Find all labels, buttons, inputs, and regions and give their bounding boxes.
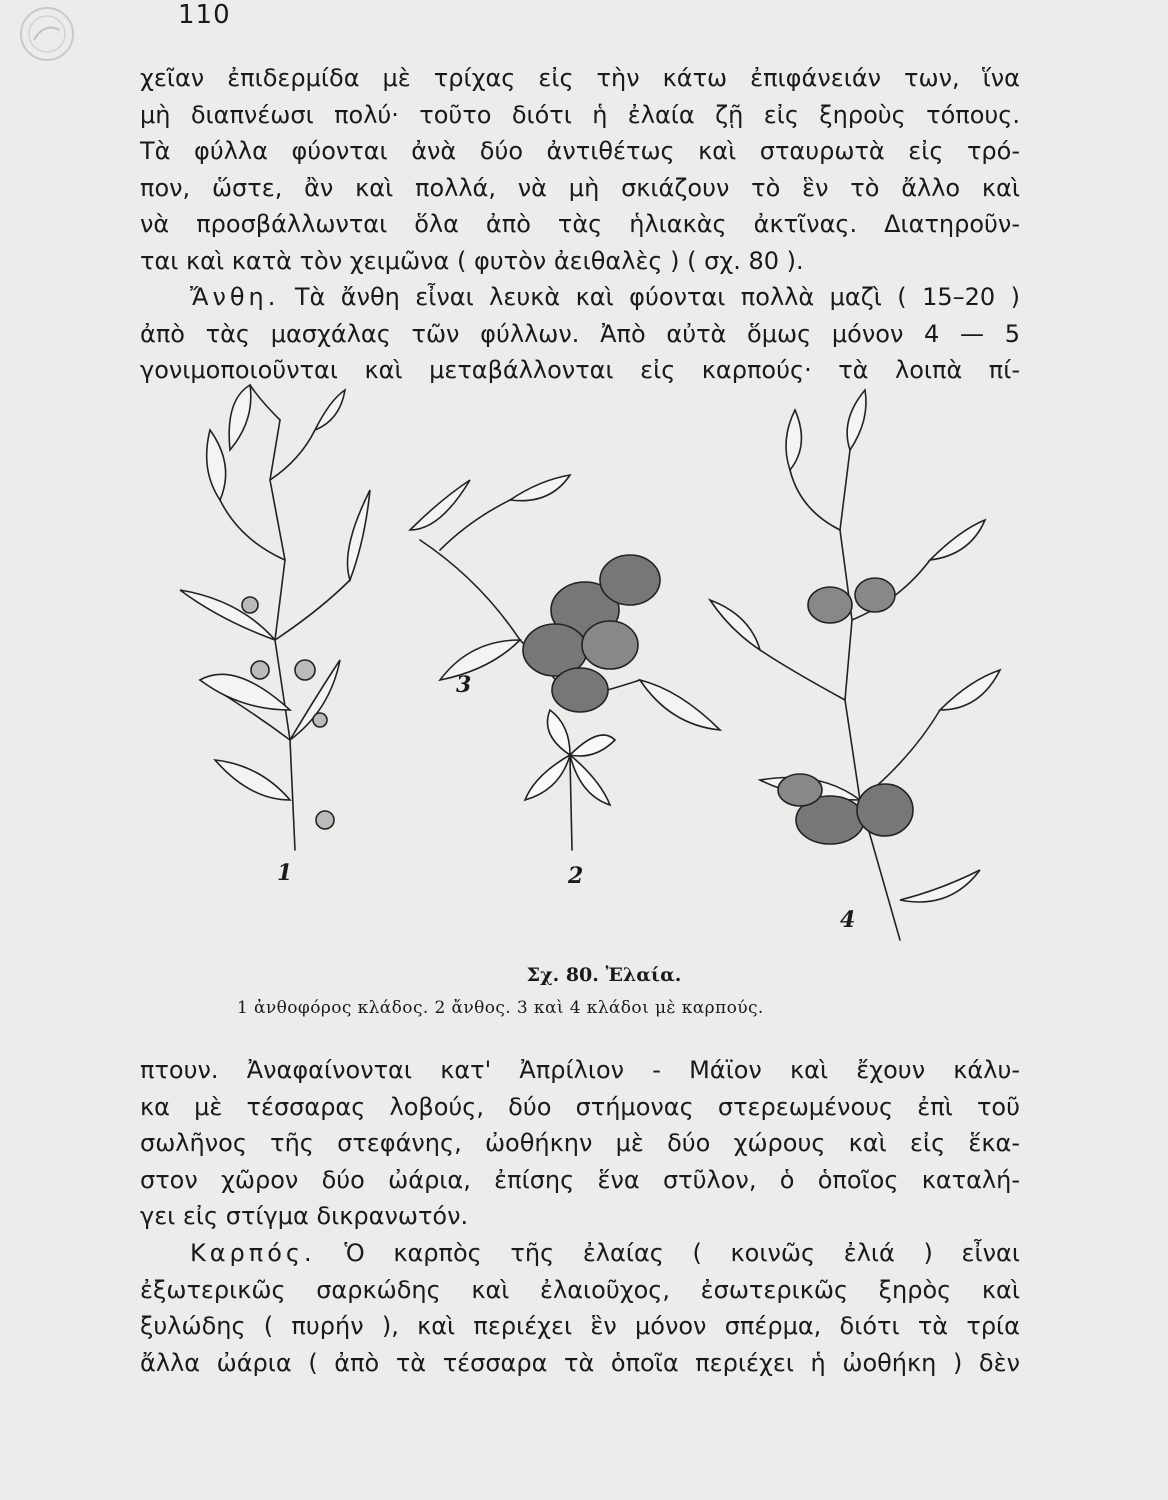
olive-figure (140, 380, 1020, 960)
figure-label-2: 2 (568, 863, 584, 889)
figure-caption-title: Σχ. 80. Ἐλαία. (526, 964, 682, 986)
text-line: ἐξωτερικῶς σαρκώδης καὶ ἐλαιοῦχος, ἐσωτερικῶς ξηρὸς καὶ (140, 1275, 1020, 1304)
text-fragment: Ὁ καρπὸς τῆς ἐλαίας ( κοινῶς ἐλιά ) εἶναι (344, 1239, 1020, 1267)
paragraph-fruit (140, 1235, 1020, 1381)
text-line: ἄλλα ὠάρια ( ἀπὸ τὰ τέσσαρα τὰ ὁποῖα περιέχει ἡ ὠοθήκη ) δὲν (140, 1348, 1020, 1377)
single-flower-illustration (525, 710, 615, 850)
text-line: κα μὲ τέσσαρας λοβούς, δύο στήμονας στερεωμένους ἐπὶ τοῦ (140, 1092, 1020, 1121)
text-line: ἀπὸ τὰς μασχάλας τῶν φύλλων. Ἀπὸ αὐτὰ ὅμως μόνον 4 — 5 (140, 319, 1020, 348)
section-heading-fruit: Καρπός. (190, 1239, 316, 1267)
text-fragment: Τὰ ἄνθη εἶναι λευκὰ καὶ φύονται πολλὰ μαζὶ ( 15–20 ) (294, 283, 1020, 311)
library-stamp-icon (12, 4, 82, 64)
text-line: πτουν. Ἀναφαίνονται κατ' Ἀπρίλιον - Μάϊον καὶ ἔχουν κάλυ- (140, 1056, 1020, 1084)
text-line: Τὰ φύλλα φύονται ἀνὰ δύο ἀντιθέτως καὶ σταυρωτὰ εἰς τρό- (140, 137, 1020, 165)
text-line: μὴ διαπνέωσι πολύ· τοῦτο διότι ἡ ἐλαία ζῇ εἰς ξηροὺς τόπους. (140, 100, 1020, 129)
figure-label-1: 1 (277, 860, 293, 886)
text-line: σωλῆνος τῆς στεφάνης, ὠοθήκην μὲ δύο χώρους καὶ εἰς ἕκα- (140, 1129, 1020, 1157)
text-line (140, 279, 1020, 316)
text-line (140, 1235, 1020, 1272)
fruit-branch-right-illustration (710, 390, 1000, 940)
paragraph-flower-structure (140, 1052, 1020, 1235)
text-line: στον χῶρον δύο ὠάρια, ἐπίσης ἕνα στῦλον, ὁ ὁποῖος καταλή- (140, 1165, 1020, 1194)
section-heading-flowers: Ἄνθη. (190, 283, 280, 311)
text-line: ται καὶ κατὰ τὸν χειμῶνα ( φυτὸν ἀειθαλὲς ) ( σχ. 80 ). (140, 246, 804, 275)
figure-label-3: 3 (456, 672, 472, 698)
text-line: πον, ὥστε, ἂν καὶ πολλά, νὰ μὴ σκιάζουν τὸ ἓν τὸ ἄλλο καὶ (140, 173, 1020, 202)
text-line: γει εἰς στίγμα δικρανωτόν. (140, 1202, 469, 1230)
text-line: νὰ προσβάλλωνται ὅλα ἀπὸ τὰς ἡλιακὰς ἀκτῖνας. Διατηροῦν- (140, 210, 1020, 238)
flowering-branch-illustration (180, 385, 370, 850)
paragraph-leaves-and-flowers (140, 60, 1020, 389)
text-line: ξυλώδης ( πυρήν ), καὶ περιέχει ἓν μόνον σπέρμα, διότι τὰ τρία (140, 1312, 1020, 1340)
figure-caption-legend: 1 ἀνθοφόρος κλάδος. 2 ἄνθος. 3 καὶ 4 κλάδοι μὲ καρπούς. (237, 998, 764, 1018)
page-number: 110 (178, 0, 231, 30)
text-line: χεῖαν ἐπιδερμίδα μὲ τρίχας εἰς τὴν κάτω ἐπιφάνειάν των, ἵνα (140, 64, 1020, 92)
figure-label-4: 4 (840, 907, 856, 933)
text-line: γονιμοποιοῦνται καὶ μεταβάλλονται εἰς καρπούς· τὰ λοιπὰ πί- (140, 356, 1020, 384)
